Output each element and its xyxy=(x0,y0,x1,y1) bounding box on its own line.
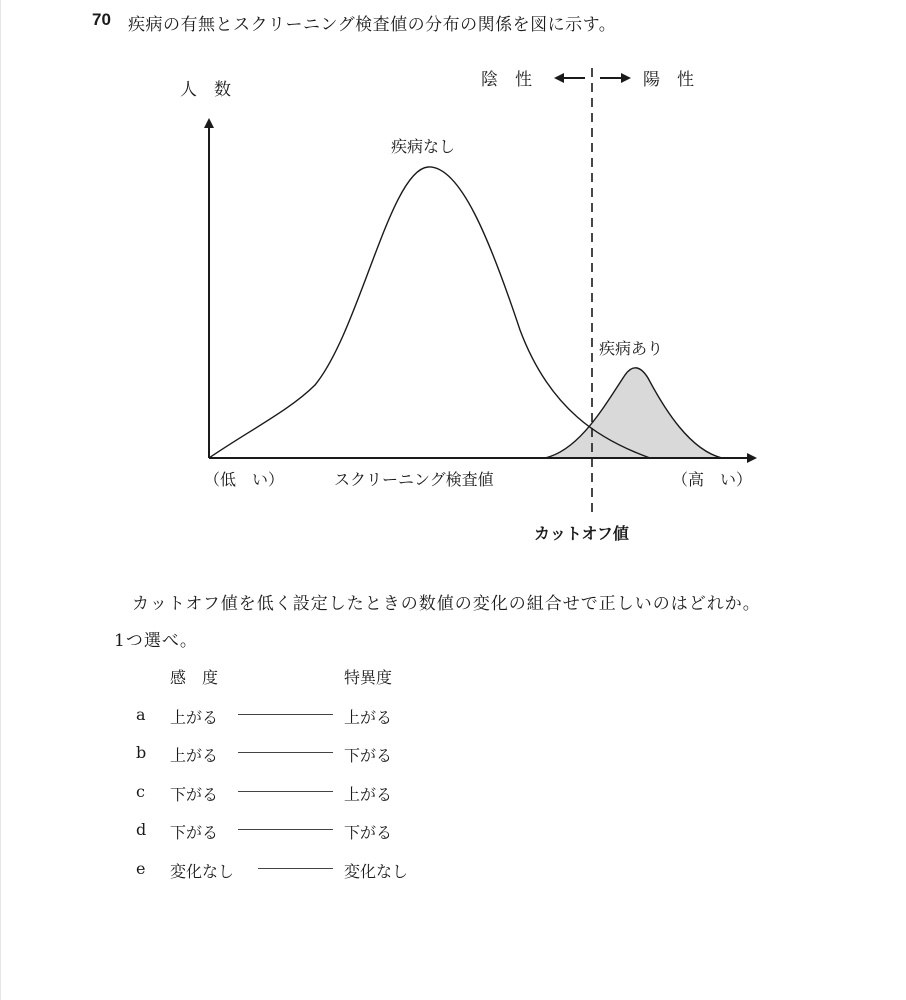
option-connector xyxy=(258,868,333,869)
no-disease-label: 疾病なし xyxy=(391,137,456,156)
option-letter: b xyxy=(136,743,147,762)
option-connector xyxy=(238,752,333,753)
y-axis-label: 人 数 xyxy=(180,80,231,100)
option-specificity: 上がる xyxy=(344,785,393,804)
option-connector xyxy=(238,829,333,830)
option-sensitivity: 下がる xyxy=(170,785,219,804)
option-connector xyxy=(238,714,333,715)
positive-label: 陽 性 xyxy=(643,70,694,90)
option-sensitivity: 変化なし xyxy=(170,862,235,881)
option-specificity: 下がる xyxy=(344,746,393,765)
x-axis-label: スクリーニング検査値 xyxy=(334,470,494,489)
negative-label: 陰 性 xyxy=(481,70,532,90)
cutoff-label: カットオフ値 xyxy=(534,524,629,543)
option-sensitivity: 上がる xyxy=(170,746,219,765)
prompt-line-2: 1つ選べ。 xyxy=(114,631,198,651)
no-disease-curve xyxy=(209,167,650,458)
option-specificity: 変化なし xyxy=(344,862,409,881)
x-low-label: （低 い） xyxy=(204,470,285,489)
option-letter: e xyxy=(136,859,146,878)
option-sensitivity: 下がる xyxy=(170,823,219,842)
question-title: 疾病の有無とスクリーニング検査値の分布の関係を図に示す。 xyxy=(128,15,617,35)
header-sensitivity: 感 度 xyxy=(170,668,219,687)
option-specificity: 上がる xyxy=(344,708,393,727)
option-letter: a xyxy=(136,705,146,724)
x-high-label: （高 い） xyxy=(672,470,753,489)
option-sensitivity: 上がる xyxy=(170,708,219,727)
option-connector xyxy=(238,791,333,792)
header-specificity: 特異度 xyxy=(344,668,393,687)
option-letter: c xyxy=(136,782,145,801)
disease-label: 疾病あり xyxy=(599,339,664,358)
option-specificity: 下がる xyxy=(344,823,393,842)
option-letter: d xyxy=(136,820,147,839)
question-number: 70 xyxy=(92,10,111,29)
prompt-line-1: カットオフ値を低く設定したときの数値の変化の組合せで正しいのはどれか。 xyxy=(132,594,761,614)
